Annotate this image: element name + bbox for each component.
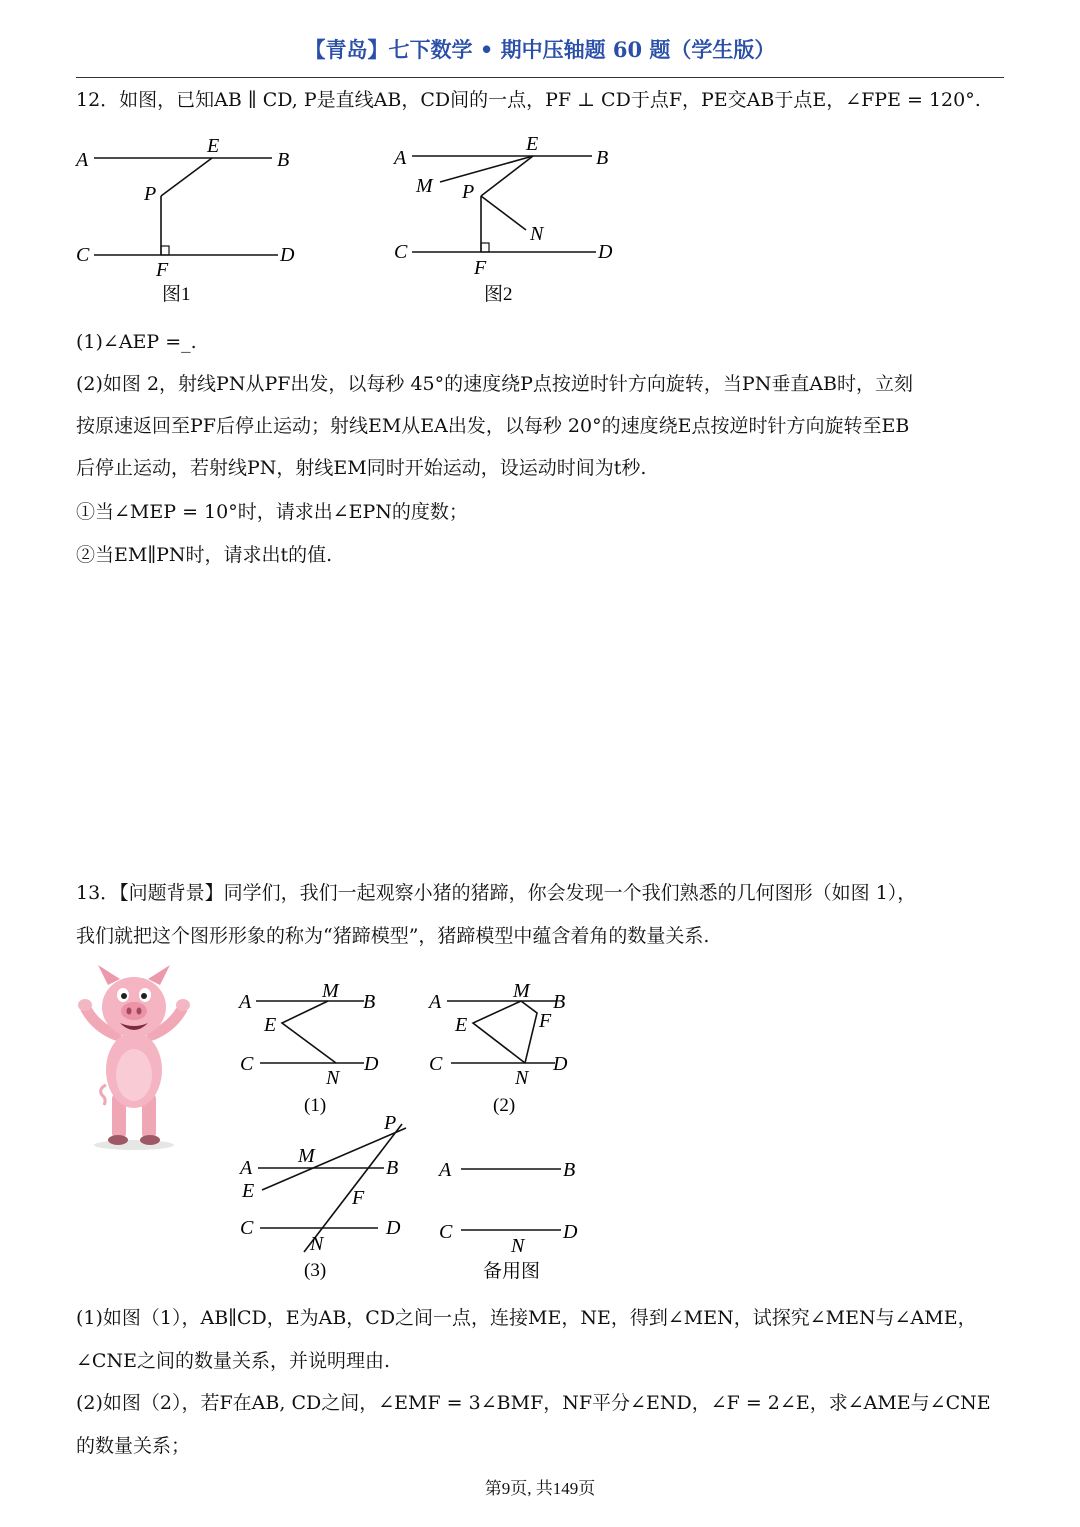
q13-figure-1	[236, 977, 396, 1119]
q12-sub2: ②当EM∥PN时，请求出t的值.	[76, 544, 333, 566]
q12-stem: 12．如图，已知AB ∥ CD, P是直线AB，CD间的一点，PF ⊥ CD于点F，PE交AB于点E，∠FPE = 120°.	[76, 89, 981, 111]
label-B: B	[386, 1157, 399, 1179]
label-F: F	[474, 257, 487, 279]
page-header-title: 【青岛】七下数学 • 期中压轴题 60 题（学生版）	[304, 37, 776, 62]
label-E: E	[526, 133, 539, 155]
figure-caption: (3)	[304, 1260, 327, 1281]
label-M: M	[513, 980, 530, 1002]
label-N: N	[511, 1235, 525, 1257]
pig-illustration	[76, 965, 194, 1153]
q13-stem-line2: 我们就把这个图形形象的称为“猪蹄模型”，猪蹄模型中蕴含着角的数量关系.	[76, 925, 710, 947]
label-D: D	[598, 241, 613, 263]
q12-figure-2	[388, 128, 628, 310]
q13-part2-line1: (2)如图（2），若F在AB, CD之间，∠EMF = 3∠BMF，NF平分∠END，∠F = 2∠E，求∠AME与∠CNE	[76, 1392, 991, 1414]
label-B: B	[553, 991, 566, 1013]
figure-caption: (2)	[493, 1095, 516, 1116]
label-A: A	[239, 991, 252, 1013]
figure-caption: 图1	[162, 284, 191, 305]
label-E: E	[455, 1014, 468, 1036]
label-B: B	[596, 147, 609, 169]
q13-part1-line1: (1)如图（1），AB∥CD，E为AB，CD之间一点，连接ME，NE，得到∠MEN，试探究∠MEN与∠AME，	[76, 1307, 977, 1329]
label-D: D	[563, 1221, 578, 1243]
label-M: M	[298, 1145, 315, 1167]
label-F: F	[352, 1187, 365, 1209]
label-N: N	[310, 1233, 324, 1255]
label-D: D	[553, 1053, 568, 1075]
q12-part2-line2: 按原速返回至PF后停止运动；射线EM从EA出发，以每秒 20°的速度绕E点按逆时针方向旋转至EB	[76, 415, 910, 437]
label-N: N	[530, 223, 544, 245]
label-D: D	[364, 1053, 379, 1075]
label-D: D	[386, 1217, 401, 1239]
label-A: A	[429, 991, 442, 1013]
label-E: E	[264, 1014, 277, 1036]
q13-figure-2	[425, 977, 585, 1119]
q13-stem-line1: 13．【问题背景】同学们，我们一起观察小猪的猪蹄，你会发现一个我们熟悉的几何图形（如图 1），	[76, 882, 917, 904]
label-A: A	[439, 1159, 452, 1181]
label-B: B	[563, 1159, 576, 1181]
label-P: P	[462, 181, 475, 203]
label-M: M	[322, 980, 339, 1002]
label-F: F	[539, 1010, 552, 1032]
label-B: B	[277, 149, 290, 171]
q13-part1-line2: ∠CNE之间的数量关系，并说明理由.	[76, 1350, 390, 1372]
label-N: N	[326, 1067, 340, 1089]
label-E: E	[242, 1180, 255, 1202]
label-B: B	[363, 991, 376, 1013]
figure-caption: (1)	[304, 1095, 327, 1116]
page-number: 第9页, 共149页	[484, 1479, 596, 1498]
label-F: F	[156, 259, 169, 281]
label-P: P	[384, 1112, 397, 1134]
label-C: C	[240, 1217, 254, 1239]
figure-caption: 备用图	[483, 1261, 541, 1282]
label-N: N	[515, 1067, 529, 1089]
q13-part2-line2: 的数量关系；	[76, 1435, 191, 1457]
label-A: A	[76, 149, 89, 171]
label-C: C	[76, 244, 90, 266]
label-E: E	[207, 135, 220, 157]
label-A: A	[240, 1157, 253, 1179]
q12-figure-1	[70, 128, 320, 310]
q12-sub1: ①当∠MEP = 10°时，请求出∠EPN的度数；	[76, 501, 468, 523]
q13-figure-3	[236, 1110, 416, 1285]
q12-part2-line3: 后停止运动，若射线PN，射线EM同时开始运动，设运动时间为t秒.	[76, 457, 647, 479]
label-C: C	[240, 1053, 254, 1075]
label-D: D	[280, 244, 295, 266]
label-C: C	[439, 1221, 453, 1243]
label-A: A	[394, 147, 407, 169]
q12-part1: (1)∠AEP =_.	[76, 331, 197, 353]
q12-part2-line1: (2)如图 2，射线PN从PF出发，以每秒 45°的速度绕P点按逆时针方向旋转，当PN垂直AB时，立刻	[76, 373, 914, 395]
label-C: C	[429, 1053, 443, 1075]
label-P: P	[144, 183, 157, 205]
label-C: C	[394, 241, 408, 263]
label-M: M	[416, 175, 433, 197]
header-divider	[76, 77, 1004, 78]
q13-figure-spare	[425, 1150, 595, 1285]
figure-caption: 图2	[484, 284, 513, 305]
